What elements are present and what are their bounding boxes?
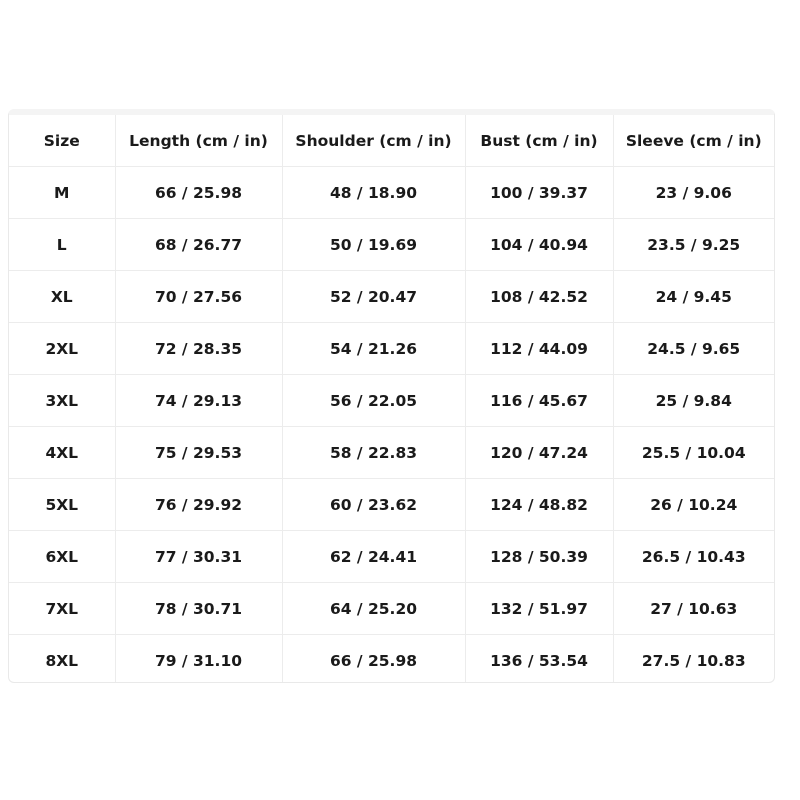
cell-length: 78 / 30.71	[115, 583, 282, 635]
cell-shoulder: 60 / 23.62	[282, 479, 465, 531]
table-row	[9, 427, 774, 479]
cell-size: 7XL	[9, 583, 115, 635]
cell-shoulder: 62 / 24.41	[282, 531, 465, 583]
cell-shoulder: 64 / 25.20	[282, 583, 465, 635]
cell-shoulder: 58 / 22.83	[282, 427, 465, 479]
cell-sleeve: 26.5 / 10.43	[613, 531, 774, 583]
table-body	[9, 167, 774, 684]
cell-shoulder: 50 / 19.69	[282, 219, 465, 271]
header-length: Length (cm / in)	[115, 115, 282, 167]
cell-sleeve: 23 / 9.06	[613, 167, 774, 219]
cell-sleeve: 24 / 9.45	[613, 271, 774, 323]
cell-shoulder: 54 / 21.26	[282, 323, 465, 375]
cell-size: 2XL	[9, 323, 115, 375]
cell-shoulder: 48 / 18.90	[282, 167, 465, 219]
cell-length: 76 / 29.92	[115, 479, 282, 531]
cell-size: 5XL	[9, 479, 115, 531]
cell-length: 70 / 27.56	[115, 271, 282, 323]
table-row	[9, 635, 774, 684]
cell-length: 77 / 30.31	[115, 531, 282, 583]
cell-bust: 108 / 42.52	[465, 271, 613, 323]
cell-shoulder: 56 / 22.05	[282, 375, 465, 427]
cell-shoulder: 52 / 20.47	[282, 271, 465, 323]
table-row	[9, 271, 774, 323]
cell-bust: 128 / 50.39	[465, 531, 613, 583]
cell-sleeve: 25.5 / 10.04	[613, 427, 774, 479]
size-chart-table	[9, 115, 774, 683]
cell-bust: 132 / 51.97	[465, 583, 613, 635]
cell-bust: 120 / 47.24	[465, 427, 613, 479]
table-row	[9, 531, 774, 583]
table-row	[9, 323, 774, 375]
header-sleeve: Sleeve (cm / in)	[613, 115, 774, 167]
cell-bust: 124 / 48.82	[465, 479, 613, 531]
cell-length: 74 / 29.13	[115, 375, 282, 427]
cell-sleeve: 26 / 10.24	[613, 479, 774, 531]
table-row	[9, 375, 774, 427]
header-bust: Bust (cm / in)	[465, 115, 613, 167]
cell-sleeve: 27.5 / 10.83	[641, 651, 746, 670]
cell-size: 4XL	[9, 427, 115, 479]
cell-length: 79 / 31.10	[115, 635, 282, 684]
cell-shoulder: 66 / 25.98	[282, 635, 465, 684]
cell-size: XL	[9, 271, 115, 323]
cell-size: 3XL	[9, 375, 115, 427]
cell-length: 75 / 29.53	[115, 427, 282, 479]
size-chart-card	[8, 109, 775, 683]
cell-bust: 112 / 44.09	[465, 323, 613, 375]
header-size: Size	[9, 115, 115, 167]
table-row	[9, 167, 774, 219]
cell-sleeve: 24.5 / 9.65	[613, 323, 774, 375]
cell-bust: 100 / 39.37	[465, 167, 613, 219]
cell-bust: 116 / 45.67	[465, 375, 613, 427]
header-shoulder: Shoulder (cm / in)	[282, 115, 465, 167]
cell-bust: 136 / 53.54	[465, 635, 613, 684]
cell-sleeve: 23.5 / 9.25	[613, 219, 774, 271]
cell-length: 66 / 25.98	[115, 167, 282, 219]
cell-sleeve: 27 / 10.63	[613, 583, 774, 635]
table-header	[9, 115, 774, 167]
cell-size: 8XL	[9, 635, 115, 684]
cell-size: M	[9, 167, 115, 219]
cell-length: 72 / 28.35	[115, 323, 282, 375]
header-row	[9, 115, 774, 167]
table-row	[9, 583, 774, 635]
cell-length: 68 / 26.77	[115, 219, 282, 271]
table-row	[9, 219, 774, 271]
table-row	[9, 479, 774, 531]
cell-sleeve: 25 / 9.84	[613, 375, 774, 427]
cell-bust: 104 / 40.94	[465, 219, 613, 271]
cell-size: L	[9, 219, 115, 271]
cell-size: 6XL	[9, 531, 115, 583]
